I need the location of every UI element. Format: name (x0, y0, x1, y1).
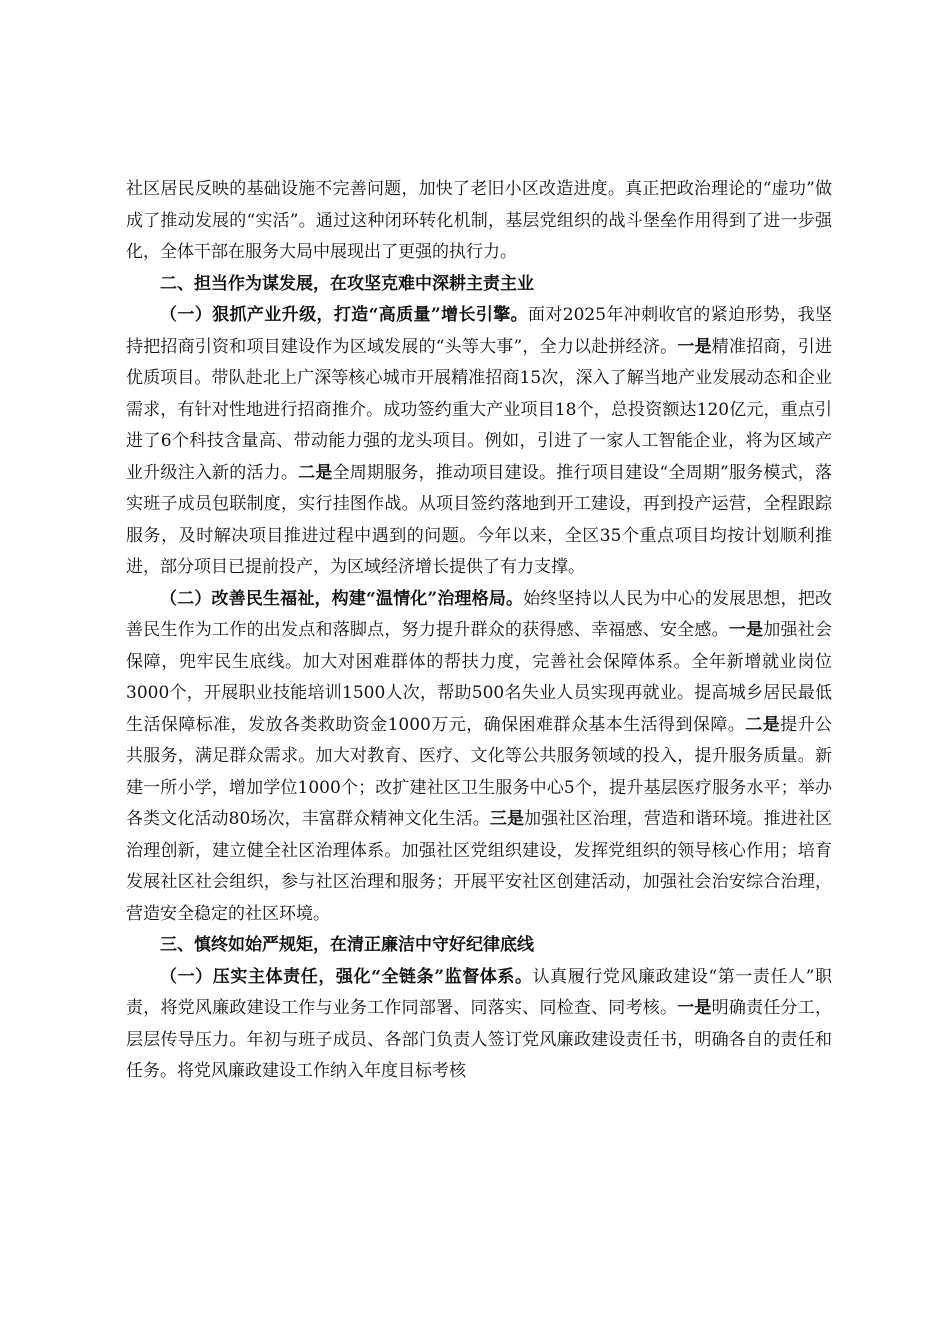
point-marker: 三是 (489, 809, 525, 829)
paragraph-text: 始终坚持以人民为中心的发展思想，把改善民生作为工作的出发点和落脚点，努力提升群众的获得感、幸福感、安全感。 (126, 588, 832, 640)
section-heading-3: 三、慎终如始严规矩，在清正廉洁中守好纪律底线 (160, 935, 534, 955)
paragraph-text: 提升公共服务，满足群众需求。加大对教育、医疗、文化等公共服务领域的投入，提升服务质量。新建一所小学，增加学位1000个；改扩建社区卫生服务中心5个，提升基层医疗服务水平；举办各类文化活动80场次，丰富群众精神文化生活。 (126, 714, 833, 829)
paragraph-industry-upgrade (126, 300, 832, 584)
paragraph-text: 精准招商，引进优质项目。带队赴北上广深等核心城市开展精准招商15次，深入了解当地产业发展动态和企业需求，有针对性地进行招商推介。成功签约重大产业项目18个，总投资额达120亿元，重点引进了6个科技含量高、带动能力强的龙头项目。例如，引进了一家人工智能企业，将为区域产业升级注入新的活力。 (126, 336, 832, 483)
point-marker: 一是 (677, 998, 712, 1018)
section-heading-2: 二、担当作为谋发展，在攻坚克难中深耕主责主业 (160, 273, 534, 294)
paragraph-responsibility (126, 962, 832, 1088)
paragraph-text: 加强社会保障，兜牢民生底线。加大对困难群体的帮扶力度，完善社会保障体系。全年新增就业岗位3000个，开展职业技能培训1500人次，帮助500名失业人员实现再就业。提高城乡居民最低生活保障标准，发放各类救助资金1000万元，确保困难群众基本生活得到保障。 (126, 620, 833, 735)
point-marker: 一是 (728, 620, 764, 640)
paragraph-continuation: 社区居民反映的基础设施不完善问题，加快了老旧小区改造进度。真正把政治理论的“虚功”做成了推动发展的“实活”。通过这种闭环转化机制，基层党组织的战斗堡垒作用得到了进一步强化，全体干部在服务大局中展现出了更强的执行力。 (126, 179, 832, 262)
paragraph-lead: （一）狠抓产业升级，打造“高质量”增长引擎。 (160, 305, 528, 325)
paragraph-lead: （一）压实主体责任，强化“全链条”监督体系。 (160, 966, 533, 987)
paragraph-text: 面对2025年冲刺收官的紧迫形势，我坚持把招商引资和项目建设作为区域发展的“头等大事”，全力以赴拼经济。 (126, 305, 832, 357)
point-marker: 二是 (298, 462, 333, 483)
point-marker: 一是 (677, 336, 712, 357)
paragraph-text: 全周期服务，推动项目建设。推行项目建设“全周期”服务模式，落实班子成员包联制度，实行挂图作战。从项目签约落地到开工建设，再到投产运营，全程跟踪服务，及时解决项目推进过程中遇到的问题。今年以来，全区35个重点项目均按计划顺利推进，部分项目已提前投产，为区域经济增长提供了有力支撑。 (126, 462, 833, 577)
document-page (126, 174, 832, 1088)
paragraph-lead: （二）改善民生福祉，构建“温情化”治理格局。 (160, 588, 524, 609)
paragraph-livelihood (126, 584, 832, 931)
point-marker: 二是 (745, 714, 781, 735)
paragraph-text: 明确责任分工，层层传导压力。年初与班子成员、各部门负责人签订党风廉政建设责任书，明确各自的责任和任务。将党风廉政建设工作纳入年度目标考核 (126, 998, 833, 1081)
paragraph-text: 加强社区治理，营造和谐环境。推进社区治理创新，建立健全社区治理体系。加强社区党组织建设，发挥党组织的领导核心作用；培育发展社区社会组织，参与社区治理和服务；开展平安社区创建活动，加强社会治安综合治理，营造安全稳定的社区环境。 (126, 809, 832, 924)
paragraph-text: 认真履行党风廉政建设“第一责任人”职责，将党风廉政建设工作与业务工作同部署、同落实、同检查、同考核。 (126, 966, 832, 1018)
